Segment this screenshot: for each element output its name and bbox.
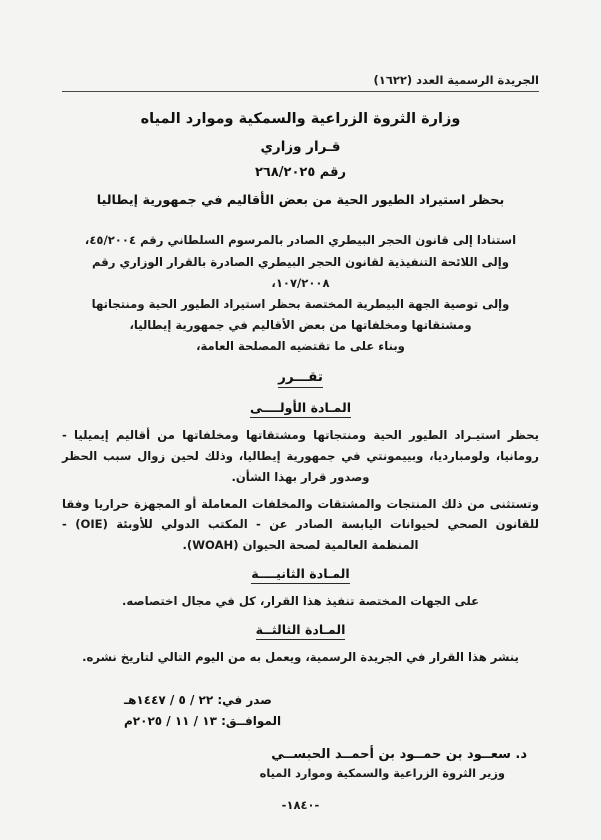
ministry-name: وزارة الثروة الزراعية والسمكية وموارد المياه	[140, 110, 461, 127]
preamble-line-3: وإلى توصية الجهة البيطرية المختصة بحظر استيراد الطيور الحية ومنتجاتها ومشتقاتها ومخلفاتها من بعض الأقاليم في جمهورية إيطاليا،	[91, 296, 510, 332]
page-number: -١٨٤٠-	[281, 798, 320, 812]
decision-subject: بحظر استيراد الطيور الحية من بعض الأقاليم في جمهورية إيطاليا	[96, 193, 505, 209]
article-three-heading: المـادة الثالثــة	[256, 622, 346, 640]
article-one	[62, 400, 539, 556]
article-one-paragraph-1: يحظر استيـراد الطيور الحية ومنتجاتها ومشتقاتها ومخلفاتها من أقاليم إيميليا - رومانيا، ولومبارديا، وبييمونتي في جمهورية إيطاليا، وذلك لحين زوال سبب الحظر وصدور قرار بهذا الشأن.	[62, 427, 539, 484]
gregorian-date: الموافــق: ١٣ / ١١ / ٢٠٢٥م	[124, 713, 282, 728]
signer-title: وزير الثروة الزراعية والسمكية وموارد المياه	[259, 766, 505, 781]
preamble-line-4: وبناء على ما تقتضيه المصلحة العامة،	[196, 338, 405, 353]
article-three-heading-wrap	[62, 622, 539, 640]
decides-heading	[62, 369, 539, 388]
hijri-date: صدر في: ٢٢ / ٥ / ١٤٤٧هـ	[124, 692, 272, 707]
article-two-heading: المـادة الثانيــــة	[251, 566, 349, 584]
preamble-block	[62, 230, 539, 357]
preamble-line-2: وإلى اللائحة التنفيذية لقانون الحجر البيطري الصادرة بالقرار الوزاري رقم ١٠٧/٢٠٠٨،	[92, 254, 509, 290]
article-two-paragraph-1: على الجهات المختصة تنفيذ هذا القرار، كل في مجال اختصاصه.	[121, 594, 480, 609]
article-two	[62, 566, 539, 612]
article-three	[62, 622, 539, 668]
signature-dates	[62, 690, 539, 732]
gazette-running-header: الجريدة الرسمية العدد (١٦٢٢)	[373, 73, 539, 87]
article-two-heading-wrap	[62, 566, 539, 584]
header-divider	[62, 91, 539, 92]
decision-title-block	[62, 109, 539, 211]
signer-block	[62, 745, 539, 783]
decision-kind: قـرار وزاري	[260, 138, 341, 155]
decides-label: تقـــرر	[278, 369, 323, 388]
article-one-paragraph-2: وتستثنى من ذلك المنتجات والمشتقات والمخلفات المعاملة أو المجهزة حراريا وفقا للقانون الصحي لحيوانات اليابسة الصادر عن - المكتب الدولي للأوبئة (OIE) - المنظمة العالمية لصحة الحيوان (WOAH).	[62, 496, 539, 553]
article-three-paragraph-1: ينشر هذا القرار في الجريدة الرسمية، ويعمل به من اليوم التالي لتاريخ نشره.	[82, 649, 519, 664]
signature-block	[62, 690, 539, 783]
preamble-line-1: استنادا إلى قانون الحجر البيطري الصادر بالمرسوم السلطاني رقم ٤٥/٢٠٠٤،	[84, 233, 517, 248]
article-one-heading-wrap	[62, 400, 539, 418]
signer-name: د. سعــود بن حمــود بن أحمــد الحبســي	[271, 746, 527, 762]
article-one-heading: المـادة الأولــــى	[250, 400, 351, 418]
decision-number: رقم ٢٦٨/٢٠٢٥	[254, 165, 346, 181]
